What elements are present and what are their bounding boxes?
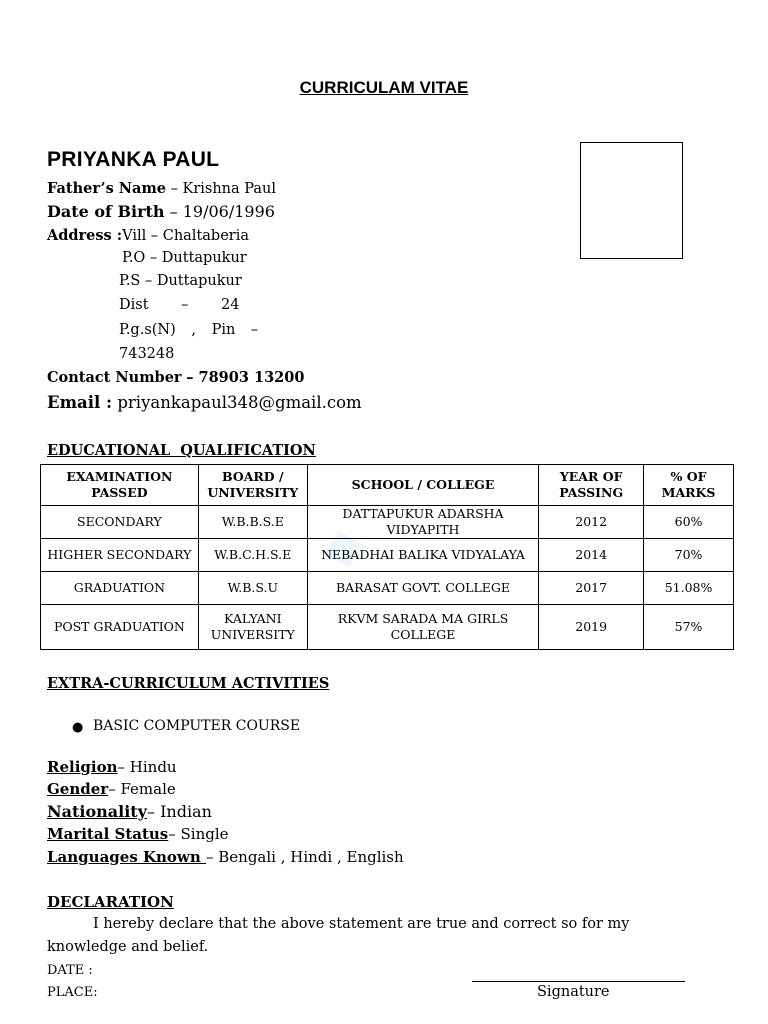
languages-value: – Bengali , Hindi , English	[205, 848, 404, 866]
column-header: EXAMINATION PASSED	[41, 465, 199, 506]
contact-row	[47, 369, 304, 386]
table-cell: 2012	[539, 506, 644, 539]
nationality-value: – Indian	[146, 802, 212, 821]
address-line: Dist – 24	[119, 297, 240, 313]
extra-heading: EXTRA-CURRICULUM ACTIVITIES	[47, 675, 330, 692]
address-label: Address :	[47, 227, 123, 244]
education-heading: EDUCATIONAL QUALIFICATION	[47, 442, 316, 459]
table-cell: SECONDARY	[41, 506, 199, 539]
declaration-text: knowledge and belief.	[47, 939, 209, 955]
dob-label: Date of Birth	[47, 202, 165, 221]
table-row	[41, 539, 734, 572]
table-cell: BARASAT GOVT. COLLEGE	[307, 572, 538, 605]
table-cell: 57%	[644, 605, 734, 650]
table-cell: 70%	[644, 539, 734, 572]
religion-row	[47, 758, 177, 776]
table-row	[41, 605, 734, 650]
table-cell: 2014	[539, 539, 644, 572]
address-line: 743248	[119, 346, 175, 362]
education-table	[40, 464, 734, 650]
table-cell: RKVM SARADA MA GIRLS COLLEGE	[307, 605, 538, 650]
declaration-text: I hereby declare that the above statement are true and correct so for my	[93, 916, 630, 932]
declaration-heading: DECLARATION	[47, 893, 174, 911]
table-cell: 51.08%	[644, 572, 734, 605]
date-label: DATE :	[47, 963, 93, 978]
father-name-label: Father’s Name	[47, 180, 167, 197]
table-cell: KALYANI UNIVERSITY	[198, 605, 307, 650]
column-header: YEAR OF PASSING	[539, 465, 644, 506]
gender-value: – Female	[108, 780, 176, 798]
address-line: P.g.s(N) , Pin –	[119, 322, 259, 338]
table-cell: 2019	[539, 605, 644, 650]
table-cell: W.B.S.U	[198, 572, 307, 605]
gender-row	[47, 780, 176, 798]
table-cell: HIGHER SECONDARY	[41, 539, 199, 572]
signature-label: Signature	[537, 984, 610, 1000]
place-label: PLACE:	[47, 985, 98, 1000]
marital-value: – Single	[168, 825, 229, 843]
table-cell: W.B.B.S.E	[198, 506, 307, 539]
languages-label: Languages Known	[47, 848, 206, 866]
table-cell: GRADUATION	[41, 572, 199, 605]
table-cell: NEBADHAI BALIKA VIDYALAYA	[307, 539, 538, 572]
address-row	[47, 227, 249, 244]
table-cell: DATTAPUKUR ADARSHA VIDYAPITH	[307, 506, 538, 539]
photo-placeholder	[580, 142, 683, 259]
address-line: Vill – Chaltaberia	[122, 228, 249, 244]
candidate-name: PRIYANKA PAUL	[47, 148, 220, 171]
address-line: P.O – Duttapukur	[122, 250, 247, 266]
table-row	[41, 572, 734, 605]
contact-label: Contact Number	[47, 369, 182, 386]
page-title: CURRICULAM VITAE	[299, 78, 469, 97]
marital-row	[47, 825, 229, 843]
father-name-value: – Krishna Paul	[170, 181, 276, 197]
address-line: P.S – Duttapukur	[119, 273, 242, 289]
signature-line	[472, 981, 685, 982]
column-header: BOARD / UNIVERSITY	[198, 465, 307, 506]
table-cell: 2017	[539, 572, 644, 605]
extra-item: BASIC COMPUTER COURSE	[93, 718, 301, 734]
languages-row	[47, 848, 404, 866]
watermark: ■	[305, 518, 377, 578]
nationality-label: Nationality	[47, 802, 147, 821]
dob-row	[47, 202, 275, 221]
table-row	[41, 506, 734, 539]
table-cell: W.B.C.H.S.E	[198, 539, 307, 572]
bullet-icon: ●	[72, 720, 84, 735]
table-cell: 60%	[644, 506, 734, 539]
marital-label: Marital Status	[47, 825, 169, 843]
table-header-row	[41, 465, 734, 506]
email-value: priyankapaul348@gmail.com	[117, 393, 362, 412]
email-label: Email :	[47, 393, 113, 412]
column-header: SCHOOL / COLLEGE	[307, 465, 538, 506]
email-row	[47, 393, 362, 412]
contact-value: – 78903 13200	[186, 369, 305, 386]
dob-value: – 19/06/1996	[169, 202, 275, 221]
table-cell: POST GRADUATION	[41, 605, 199, 650]
nationality-row	[47, 802, 212, 821]
religion-label: Religion	[47, 758, 118, 776]
father-name-row	[47, 180, 276, 197]
religion-value: – Hindu	[117, 758, 177, 776]
gender-label: Gender	[47, 780, 109, 798]
column-header: % OF MARKS	[644, 465, 734, 506]
